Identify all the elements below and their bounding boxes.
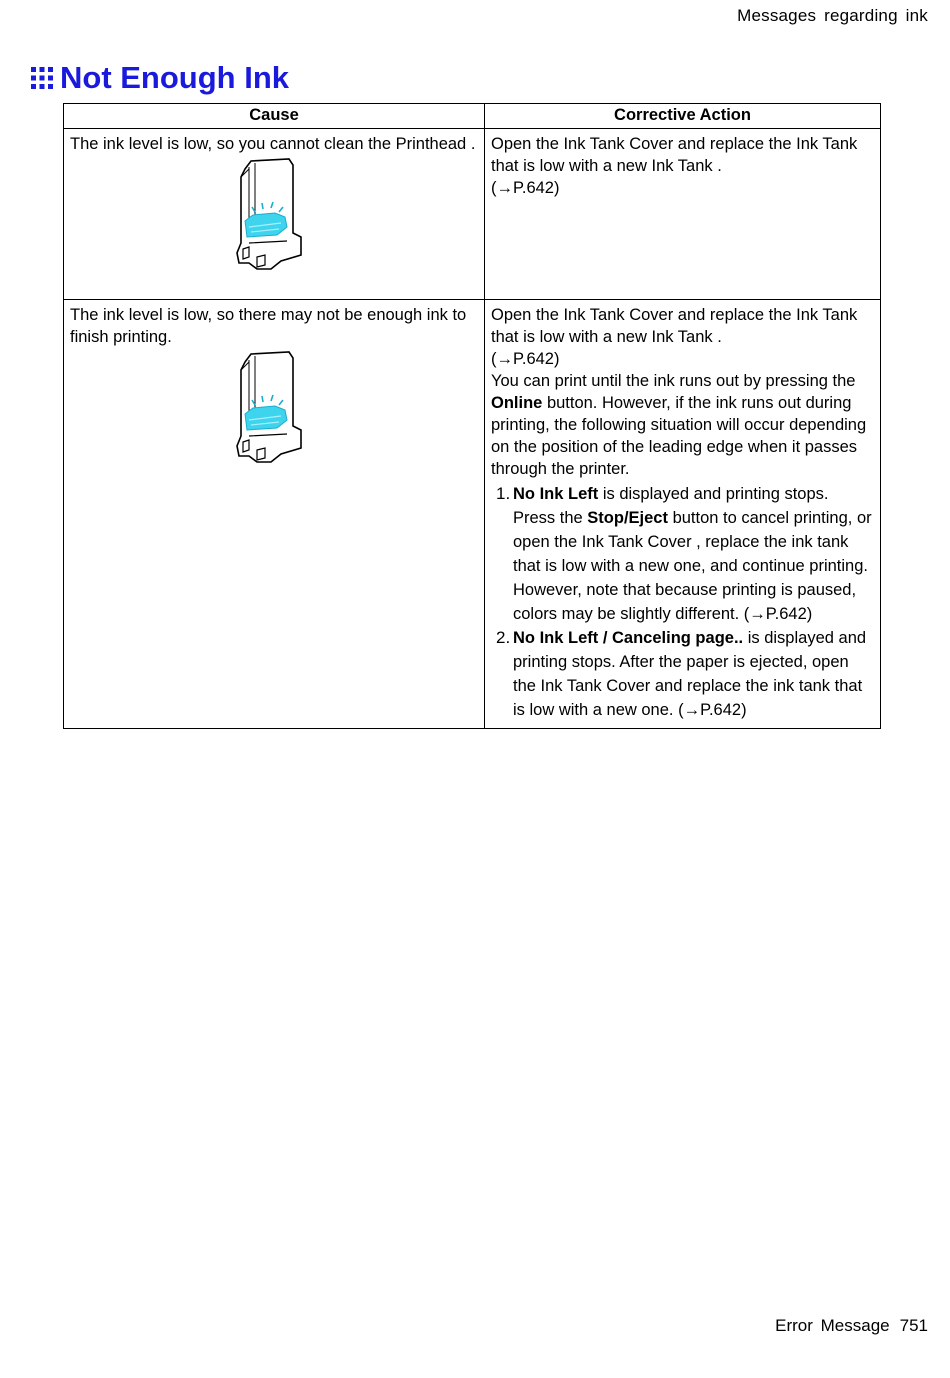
corrective-action-cell: [485, 300, 881, 729]
step-number: 1.: [496, 484, 511, 503]
table-row: [64, 129, 881, 300]
running-footer: [775, 1316, 928, 1336]
section-title: [30, 58, 289, 98]
action-text: Open the Ink Tank Cover and replace the Ink Tank that is low with a new Ink Tank .: [491, 306, 858, 346]
cause-cell: [64, 129, 485, 300]
page-reference-link[interactable]: (→P.642): [491, 350, 560, 368]
online-button-name: Online: [491, 394, 543, 412]
step-message: No Ink Left: [513, 485, 599, 503]
page-reference-link[interactable]: (→P.642): [491, 179, 560, 197]
action-paragraph-pre: You can print until the ink runs out by pressing the: [491, 372, 856, 390]
grid-icon: [30, 66, 54, 90]
corrective-action-cell: [485, 129, 881, 300]
action-text: Open the Ink Tank Cover and replace the Ink Tank that is low with a new Ink Tank .: [491, 135, 858, 175]
stop-eject-button-name: Stop/Eject: [587, 509, 668, 527]
section-title-text: Not Enough Ink: [60, 60, 290, 95]
step-message: No Ink Left / Canceling page..: [513, 629, 744, 647]
step-text: is displayed and printing stops. Press the: [513, 485, 829, 527]
footer-section: Error Message: [775, 1316, 890, 1335]
list-item: [491, 482, 874, 626]
step-number: 2.: [496, 628, 511, 647]
step-text: button to cancel printing, or open the Ink Tank Cover , replace the ink tank that is low with a new one, and continue printing. However, note that because printing is paused, colors may be slightly different. (→P.642): [513, 509, 872, 623]
steps-list: [491, 482, 874, 722]
cause-text: The ink level is low, so there may not be enough ink to finish printing.: [70, 306, 467, 346]
step-text: is displayed and printing stops. After the paper is ejected, open the Ink Tank Cover and replace the ink tank that is low with a new one. (→P.642): [513, 629, 867, 719]
table-row: [64, 300, 881, 729]
cause-cell: [64, 300, 485, 729]
action-paragraph: [491, 370, 874, 480]
cause-text: The ink level is low, so you cannot clean the Printhead .: [70, 135, 476, 153]
header-corrective-action: Corrective Action: [485, 104, 881, 129]
header-cause: Cause: [64, 104, 485, 129]
action-paragraph-post: button. However, if the ink runs out during printing, the following situation will occur depending on the position of the leading edge when it passes through the printer.: [491, 394, 867, 478]
ink-tank-illustration: [235, 157, 305, 272]
page-number: 751: [899, 1316, 928, 1335]
cause-action-table: [63, 103, 881, 729]
running-header: Messages regarding ink: [737, 6, 928, 25]
ink-tank-illustration: [235, 350, 305, 465]
list-item: [491, 626, 874, 722]
